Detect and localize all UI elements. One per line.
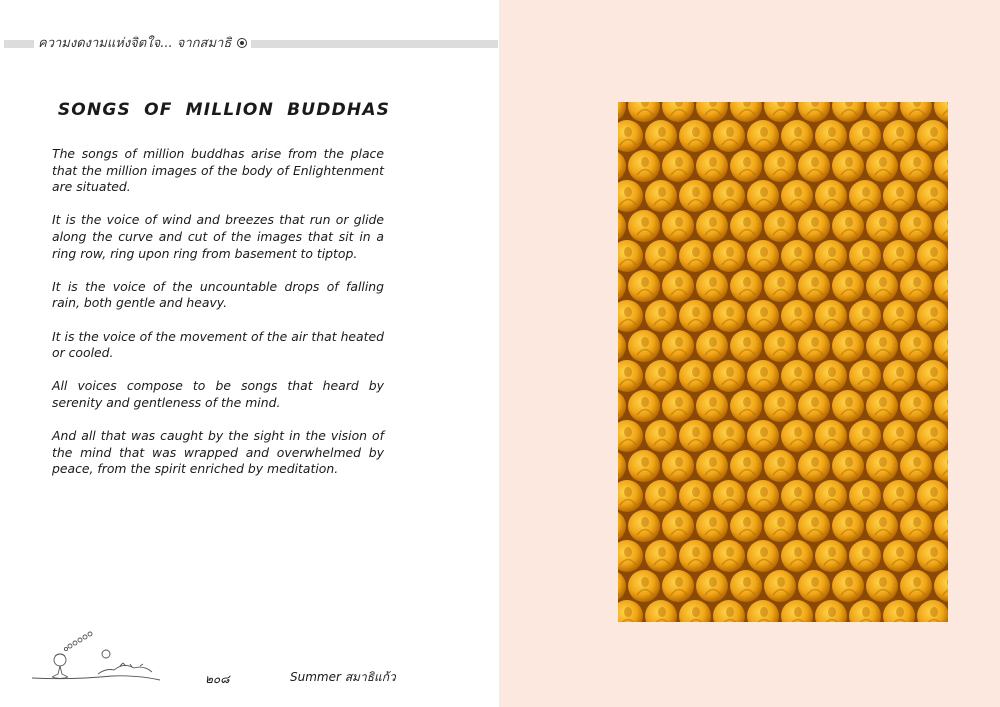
paragraph: It is the voice of the movement of the air that heated or cooled.	[52, 328, 384, 361]
paragraph: The songs of million buddhas arise from the place that the million images of the body of Enlightenment are situated.	[52, 146, 384, 195]
left-page	[0, 0, 499, 707]
footer-book-title: Summer สมาธิแก้ว	[290, 670, 396, 684]
golden-buddhas-photo	[618, 102, 948, 622]
paragraph: It is the voice of wind and breezes that run or glide along the curve and cut of the images that sit in a ring row, ring upon ring from basement to tiptop.	[52, 212, 384, 261]
page-number: ๒๐๘	[205, 672, 230, 686]
meditating-child-doodle-icon	[28, 626, 168, 686]
bullet-icon	[237, 38, 247, 48]
paragraph: It is the voice of the uncountable drops of falling rain, both gentle and heavy.	[52, 278, 384, 311]
paragraph: All voices compose to be songs that heard by serenity and gentleness of the mind.	[52, 378, 384, 410]
paragraph: And all that was caught by the sight in the vision of the mind that was wrapped and overwhelmed by peace, from the spirit enriched by meditation.	[52, 428, 384, 477]
running-header	[34, 36, 251, 52]
article-body	[52, 146, 384, 494]
running-title: ความงดงามแห่งจิตใจ... จากสมาธิ	[38, 36, 232, 51]
golden-buddhas-image	[618, 102, 948, 622]
article-title: SONGS OF MILLION BUDDHAS	[57, 100, 391, 120]
